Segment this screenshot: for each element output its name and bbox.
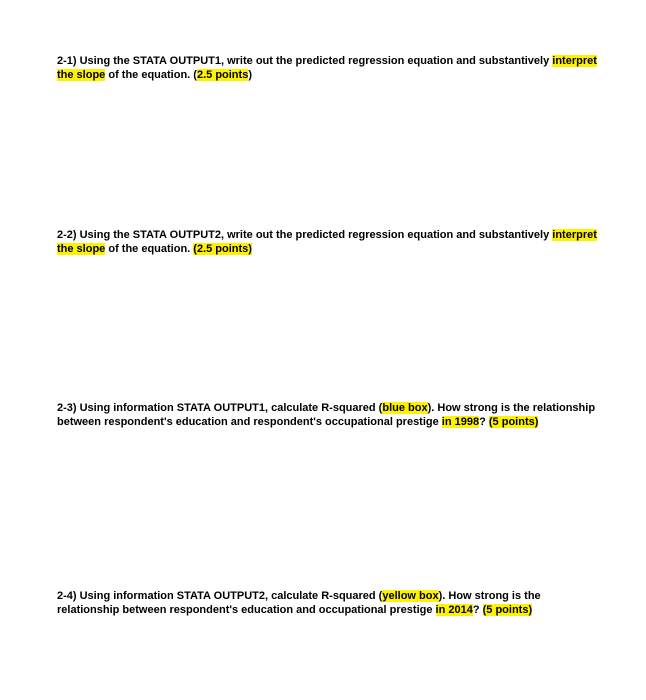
question-text: of the equation. xyxy=(105,242,194,255)
highlighted-points: 2.5 points xyxy=(196,68,249,81)
highlighted-text: yellow box xyxy=(382,590,439,602)
question-text: 2-3) Using information STATA OUTPUT1, calculate R-squared ( xyxy=(57,402,383,414)
highlighted-year: in 2014 xyxy=(435,603,473,616)
question-2-4 xyxy=(57,590,597,617)
question-text: ). How strong is the relationship between respondent's education and occupational prestige xyxy=(57,590,541,616)
highlighted-points: (5 points) xyxy=(488,415,539,428)
question-text: ). How strong is the relationship between respondent's education and respondent's occupational prestige xyxy=(57,402,596,428)
question-2-2 xyxy=(57,229,597,256)
highlighted-text: interpret the slope xyxy=(57,229,597,255)
question-text: 2-2) Using the STATA OUTPUT2, write out the predicted regression equation and substantively xyxy=(57,229,553,241)
highlighted-text: interpret the slope xyxy=(57,55,597,81)
highlighted-points: (5 points) xyxy=(482,603,533,616)
question-2-1 xyxy=(57,55,597,82)
question-2-3 xyxy=(57,402,597,429)
question-text: ? xyxy=(472,603,483,616)
highlighted-points: (2.5 points) xyxy=(193,242,252,255)
question-text: ? xyxy=(479,415,489,428)
question-text: 2-4) Using information STATA OUTPUT2, calculate R-squared ( xyxy=(57,590,383,602)
question-text: of the equation. ( xyxy=(105,68,197,81)
question-text: 2-1) Using the STATA OUTPUT1, write out the predicted regression equation and substantively xyxy=(57,55,553,67)
highlighted-text: blue box xyxy=(382,402,428,414)
highlighted-year: in 1998 xyxy=(441,415,480,428)
question-text: ) xyxy=(248,68,252,81)
